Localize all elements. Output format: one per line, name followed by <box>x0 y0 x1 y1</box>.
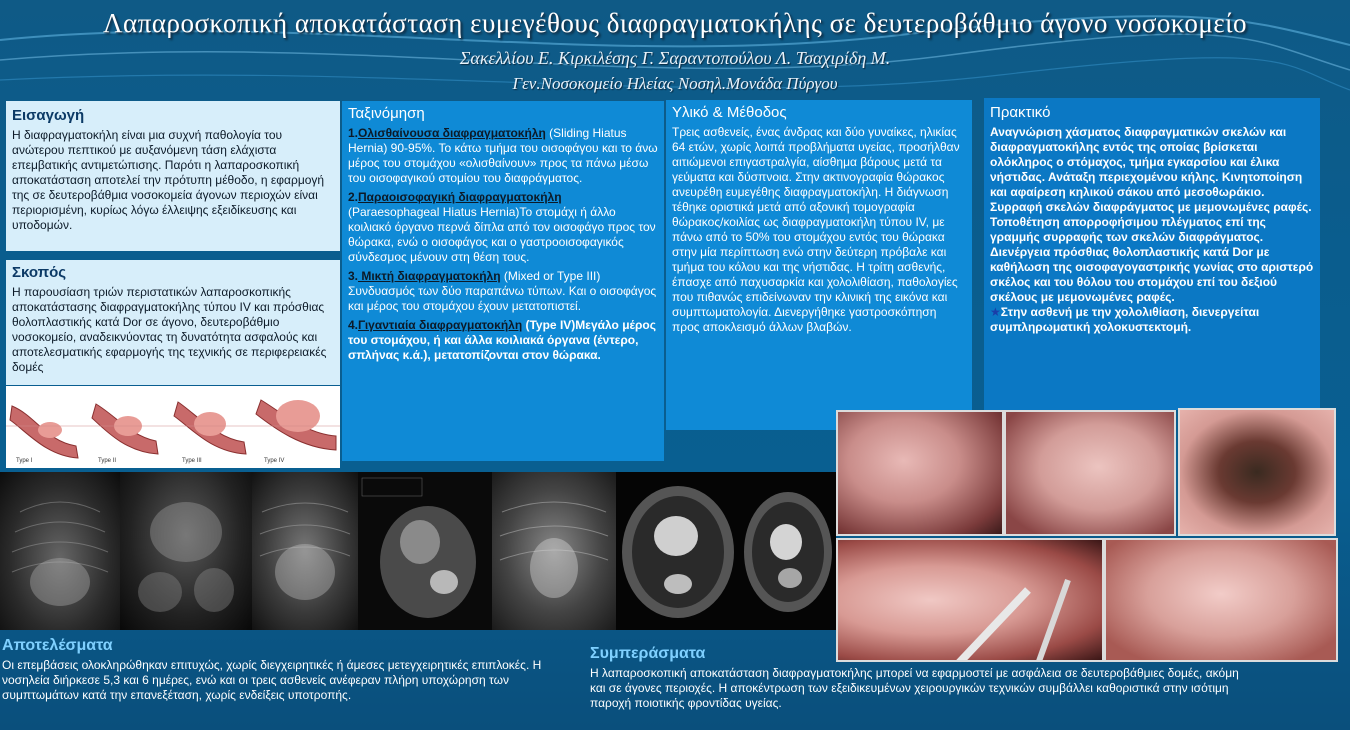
laparoscopy-photo <box>1004 410 1176 536</box>
results-section <box>0 634 580 724</box>
classification-item-text: (Paraesophageal Hiatus Hernia)Το στομάχι ή άλλο κοιλιακό όργανο περνά δίπλα από τον οισοφάγο προς τον θώρακα, ενώ ο οισοφάγος και ο γαστροοισοφαγικός σύνδεσμος μένουν στη θέση τους. <box>348 204 656 264</box>
classification-item <box>348 269 658 314</box>
classification-item <box>348 126 658 186</box>
conclusions-text: Η λαπαροσκοπική αποκατάσταση διαφραγματοκήλης μπορεί να εφαρμοστεί με ασφάλεια σε δευτεροβάθμιες δομές, ακόμη και σε άγονες περιοχές. Η αποκέντρωση των εξειδικευμένων χειρουργικών τεχνικών συμβάλλει καθοριστικά στην ισότιμη παροχή ποιοτικής φροντίδας υγείας. <box>590 666 1239 710</box>
classification-item <box>348 318 658 363</box>
practical-note: Στην ασθενή με την χολολιθίαση, διενεργείται συμπληρωματική χολοκυστεκτομή. <box>990 304 1260 334</box>
ct-organs-drawing <box>120 472 252 630</box>
practical-section <box>984 98 1320 410</box>
laparoscopy-photo <box>1178 408 1336 536</box>
intro-heading: Εισαγωγή <box>12 107 85 124</box>
ct-axial-drawing <box>740 472 836 630</box>
classification-item-number: 2. <box>348 189 359 204</box>
practical-text: Αναγνώριση χάσματος διαφραγματικών σκελών και διαφραγματοκήλης εντός της οποίας βρίσκεται ολόκληρος ο στόμαχος, τμήμα εγκαρσίου και έλικα νήστιδας. Ανάταξη περιεχομένου κήλης. Κινητοποίηση και αφαίρεση κηλικού σάκου από μεσοθωράκιο. Συρραφή σκελών διαφράγματος με μεμονωμένες ραφές. Τοποθέτηση απορροφήσιμου πλέγματος επί της γραμμής συρραφής των σκελών διαφράγματος. Διενέργεια πρόσθιας θολοπλαστικής κατά Dor με καθήλωση της οισοφαγογαστρικής γωνίας στο αριστερό σκέλος και του θόλου του στομάχου επί του δεξιού σκέλους με μεμονωμένες ραφές. <box>990 124 1314 304</box>
chest-xray-image <box>0 472 120 630</box>
conclusions-heading: Συμπεράσματα <box>590 645 706 662</box>
chest-xray-image <box>252 472 358 630</box>
poster-institution: Γεν.Νοσοκομείο Ηλείας Νοσηλ.Μονάδα Πύργου <box>512 74 838 93</box>
methods-heading: Υλικό & Μέθοδος <box>672 104 787 121</box>
ct-axial-drawing <box>616 472 740 630</box>
xray-ribs-drawing <box>0 472 120 630</box>
type-label-1: Type I <box>16 458 33 464</box>
hernia-types-illustration <box>6 386 340 468</box>
laparoscopy-photo <box>836 410 1004 536</box>
classification-item-number: 1. <box>348 125 359 140</box>
xray-ribs-drawing <box>252 472 358 630</box>
classification-item-name: Παραοισοφαγική διαφραγματοκήλη <box>358 189 562 204</box>
poster-authors: Σακελλίου Ε. Κιρκιλέσης Γ. Σαραντοπούλου Λ. Τσαχιρίδη Μ. <box>459 48 891 68</box>
type-label-2: Type II <box>98 458 117 464</box>
intro-text: Η διαφραγματοκήλη είναι μια συχνή παθολογία του ανώτερου πεπτικού με αυξανόμενη τάση ελάχιστα επεμβατικής αντιμετώπισης. Παρότι η λαπαροσκοπική αποκατάσταση αποτελεί την πρότυπη μέθοδο, η εφαρμογή της σε δευτεροβάθμια νοσοκομεία άγονων περιοχών είναι περιορισμένη, κυρίως λόγω έλλειψης εξειδίκευσης και υποδομών. <box>12 127 325 232</box>
type-label-4: Type IV <box>264 458 285 464</box>
classification-item-name: Μικτή διαφραγματοκήλη <box>358 268 501 283</box>
ct-scan-image <box>358 472 492 630</box>
results-text: Οι επεμβάσεις ολοκληρώθηκαν επιτυχώς, χωρίς διεγχειρητικές ή άμεσες μετεγχειρητικές επιπλοκές. Η νοσηλεία διήρκεσε 5,3 και 6 ημέρες, ενώ και οι τρεις ασθενείς ανέφεραν πλήρη υποχώρηση των συμπτωμάτων κατά την επανεξέταση, χωρίς ενδείξεις υποτροπής. <box>2 658 542 702</box>
aim-text: Η παρουσίαση τριών περιστατικών λαπαροσκοπικής αποκατάστασης διαφραγματοκήλης τύπου IV και πρόσθιας θολοπλαστικής κατά Dor σε άγονο, δευτεροβάθμιο νοσοκομείο, αναδεικνύοντας τη δυνατότητα ασφαλούς και αποτελεσματικής εφαρμογής της τεχνικής σε περιφερειακές δομές <box>12 284 327 374</box>
ct-coronal-image <box>120 472 252 630</box>
ct-organs-drawing <box>358 472 492 630</box>
classification-item <box>348 190 658 265</box>
ct-axial-image <box>740 472 836 630</box>
results-heading: Αποτελέσματα <box>2 637 113 654</box>
aim-heading: Σκοπός <box>12 264 67 281</box>
aim-section <box>6 260 340 385</box>
practical-heading: Πρακτικό <box>990 104 1051 121</box>
methods-text: Τρεις ασθενείς, ένας άνδρας και δύο γυναίκες, ηλικίας 64 ετών, χωρίς λοιπά προβλήματα υγείας, προσήλθαν αιτιώμενοι επιγαστραλγία, αίσθημα βάρους μετά τα γεύματα και δύσπνοια. Στην ακτινογραφία θώρακος ανευρέθη ευμεγέθης διαφραγματοκήλη. Η διάγνωση τέθηκε οριστικά μετά από αξονική τομογραφία θώρακος/κοιλίας ως διαφραγματοκήλη τύπου IV, με πάνω από το 50% του στομάχου εντός του θώρακα στην μία περίπτωση ενώ στην δεύτερη πρόβαλε και τμήμα του κόλου και της νήστιδας. Η τρίτη ασθενής, έπασχε από παχυσαρκία και χολολιθίαση, παθολογίες που πιθανώς επιδείνωναν την κλινική της εικόνα και συμπτωματολογία. Διενεργήθηκε γαστροσκόπηση προς αποκλεισμό άλλων βλαβών. <box>672 124 960 334</box>
star-icon: ★ <box>990 304 1001 319</box>
methods-section <box>666 100 972 430</box>
poster-title: Λαπαροσκοπική αποκατάσταση ευμεγέθους διαφραγματοκήλης σε δευτεροβάθμιο άγονο νοσοκομείο <box>102 8 1247 38</box>
ct-axial-image <box>616 472 740 630</box>
classification-item-number: 4. <box>348 317 359 332</box>
chest-xray-image <box>492 472 616 630</box>
classification-heading: Ταξινόμηση <box>348 105 425 122</box>
classification-item-name: Ολισθαίνουσα διαφραγματοκήλη <box>358 125 546 140</box>
xray-ribs-drawing <box>492 472 616 630</box>
classification-item-text: (Mixed or Type III) Συνδυασμός των δύο παραπάνω τύπων. Και ο οισοφάγος και μέρος του στομάχου έχουν μετατοπιστεί. <box>348 268 657 313</box>
classification-section <box>342 101 664 461</box>
intro-section <box>6 101 340 251</box>
hernia-types-drawing <box>6 386 340 468</box>
classification-item-text: (Sliding Hiatus Hernia) 90-95%. Το κάτω τμήμα του οισοφάγου και το άνω μέρος του στομάχου «ολισθαίνουν» προς τα πάνω μέσω του οισοφαγικού στομίου του διαφράγματος. <box>348 125 658 185</box>
type-label-3: Type III <box>182 458 202 464</box>
classification-item-number: 3. <box>348 268 359 283</box>
conclusions-section <box>588 642 1248 722</box>
classification-item-name: Γιγαντιαία διαφραγματοκήλη <box>358 317 523 332</box>
classification-item-text: (Type IV)Μεγάλο μέρος του στομάχου, ή και άλλα κοιλιακά όργανα (έντερο, σπλήνας κ.ά.), μετατοπίζονται στον θώρακα. <box>348 317 656 362</box>
